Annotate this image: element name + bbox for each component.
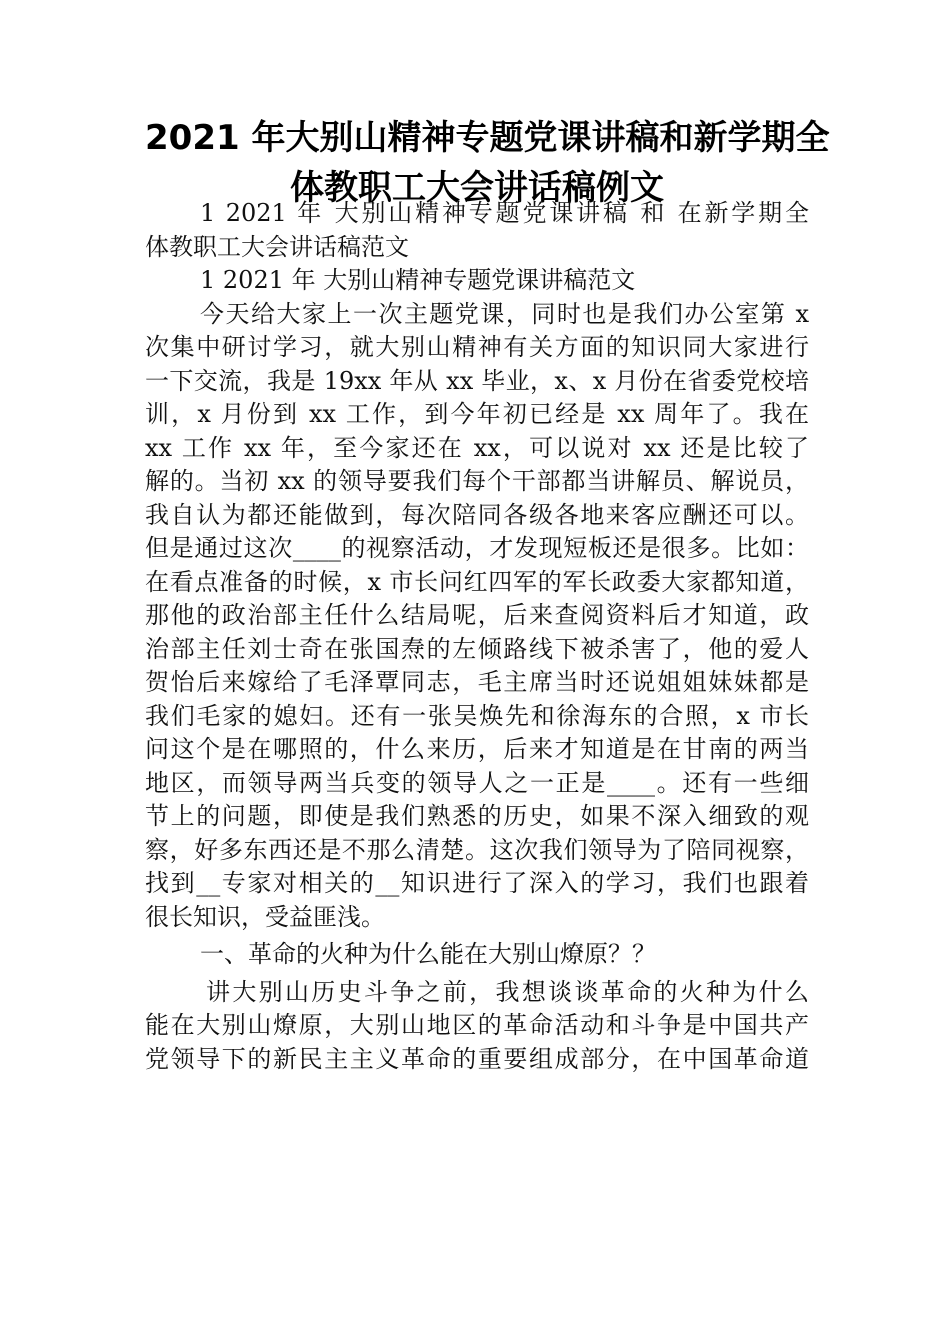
title-line-2: 体教职工大会讲话稿例文 <box>290 168 664 208</box>
text-line: 问这个是在哪照的，什么来历，后来才知道是在甘南的两当 <box>145 735 809 763</box>
text-line: 察，好多东西还是不那么清楚。这次我们领导为了陪同视察， <box>145 835 809 864</box>
text-line: 今天给大家上一次主题党课，同时也是我们办公室第 x <box>200 299 809 328</box>
text-line: 一、革命的火种为什么能在大别山燎原？？ <box>200 940 656 968</box>
text-line: 地区，而领导两当兵变的领导人之一正是____。还有一些细 <box>145 768 809 797</box>
text-line: 治部主任刘士奇在张国焘的左倾路线下被杀害了，他的爱人 <box>145 634 809 663</box>
section-heading <box>145 938 809 972</box>
paragraph-body-2 <box>145 976 809 1077</box>
text-line: 找到__专家对相关的__知识进行了深入的学习，我们也跟着 <box>145 869 809 897</box>
text-line: 我自认为都还能做到，每次陪同各级各地来客应酬还可以。 <box>145 500 809 529</box>
text-line: 体教职工大会讲话稿范文 <box>145 232 409 261</box>
text-line: 能在大别山燎原，大别山地区的革命活动和斗争是中国共产 <box>145 1011 809 1039</box>
text-line: 次集中研讨学习，就大别山精神有关方面的知识同大家进行 <box>145 333 809 361</box>
paragraph-heading-1 <box>145 197 809 264</box>
paragraph-body-1 <box>145 298 809 935</box>
text-line: 1 2021 年 大别山精神专题党课讲稿 和 在新学期全 <box>200 199 809 227</box>
text-line: 很长知识，受益匪浅。 <box>145 902 385 931</box>
title-line-1: 2021 年大别山精神专题党课讲稿和新学期全 <box>145 118 830 158</box>
text-line: 那他的政治部主任什么结局呢，后来查阅资料后才知道，政 <box>145 601 809 629</box>
text-line: 在看点准备的时候，x 市长问红四军的军长政委大家都知道， <box>145 567 809 596</box>
text-line: 贺怡后来嫁给了毛泽覃同志，毛主席当时还说姐姐妹妹都是 <box>145 668 809 696</box>
text-line: 节上的问题，即使是我们熟悉的历史，如果不深入细致的观 <box>145 802 809 830</box>
paragraph-heading-2 <box>145 264 809 298</box>
text-line: 一下交流，我是 19xx 年从 xx 毕业，x、x 月份在省委党校培 <box>145 366 809 395</box>
text-line: 解的。当初 xx 的领导要我们每个干部都当讲解员、解说员， <box>145 467 809 495</box>
text-line: xx 工作 xx 年，至今家还在 xx，可以说对 xx 还是比较了 <box>145 433 809 462</box>
text-line: 我们毛家的媳妇。还有一张吴焕先和徐海东的合照，x 市长 <box>145 701 809 730</box>
text-line: 讲大别山历史斗争之前，我想谈谈革命的火种为什么 <box>206 977 809 1006</box>
document-body <box>145 197 809 1076</box>
text-line: 党领导下的新民主主义革命的重要组成部分，在中国革命道 <box>145 1044 809 1073</box>
text-line: 训，x 月份到 xx 工作，到今年初已经是 xx 周年了。我在 <box>145 400 809 428</box>
text-line: 但是通过这次____的视察活动，才发现短板还是很多。比如： <box>145 534 809 562</box>
text-line: 1 2021 年 大别山精神专题党课讲稿范文 <box>200 266 636 294</box>
